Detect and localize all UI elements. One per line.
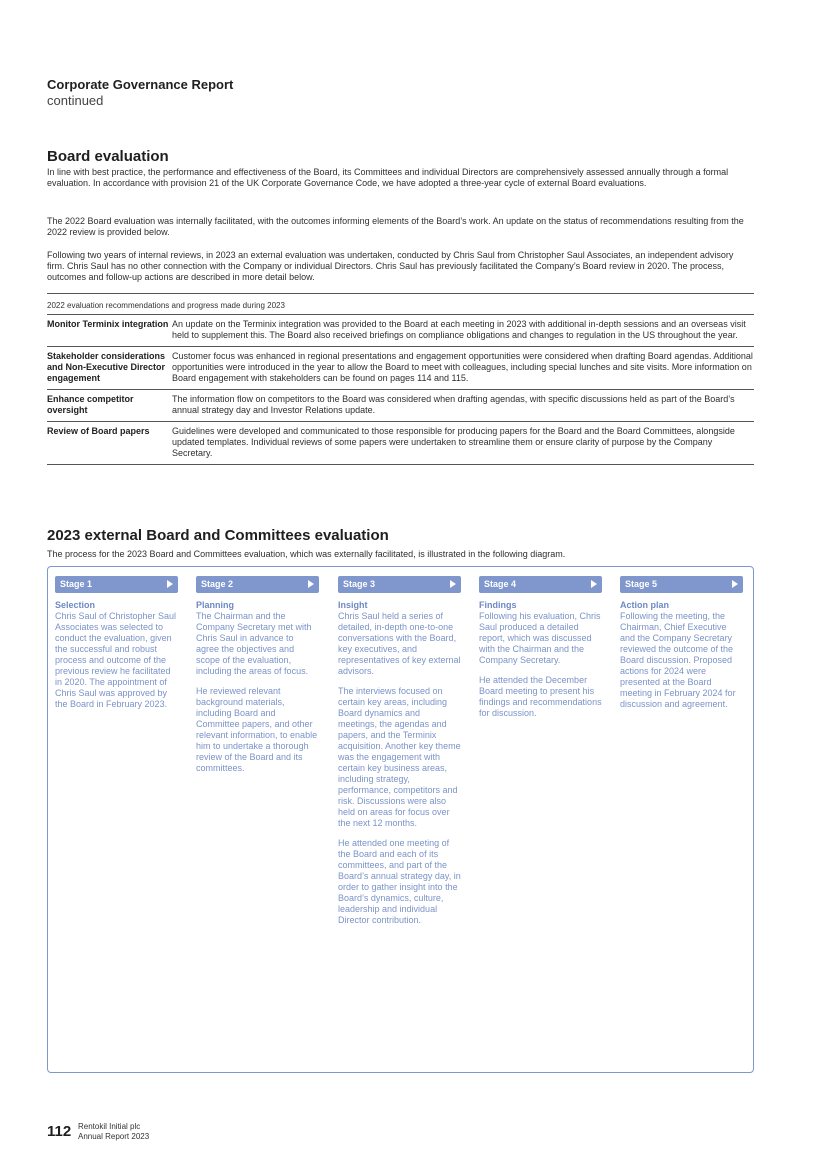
stage-name: Findings (479, 600, 517, 610)
stage-text: Chris Saul of Christopher Saul Associates was selected to conduct the evaluation, given the successful and robust process and outcome of the previous review he facilitated in 2020. The appointment of Chris Saul was approved by the Board in February 2023. (55, 611, 177, 709)
external-evaluation-intro: The process for the 2023 Board and Committees evaluation, which was externally facilitated, is illustrated in the following diagram. (47, 549, 566, 559)
triangle-right-icon (591, 580, 597, 588)
board-evaluation-paragraph-3: Following two years of internal reviews, in 2023 an external evaluation was undertaken, conducted by Chris Saul from Christopher Saul Associates, an independent advisory firm. Chris Saul has no other connection with the Company or individual Directors. Chris Saul has previously facilitated the Company’s Board review in 2020. The process, outcomes and follow-up actions are described in more detail below. (47, 250, 734, 282)
stage-text: Following the meeting, the Chairman, Chief Executive and the Company Secretary reviewed the outcome of the Board discussion. Proposed actions for 2024 were presented at the Board meeting in February 2024 for discussion and agreement. (620, 611, 736, 709)
footer-company: Rentokil Initial plc (78, 1122, 141, 1131)
stage-text: He attended one meeting of the Board and each of its committees, and part of the Board’s annual strategy day, in order to gather insight into the Board’s dynamics, culture, leadership and individual Director contribution. (338, 838, 461, 925)
triangle-right-icon (450, 580, 456, 588)
stage-text: Following his evaluation, Chris Saul produced a detailed report, which was discussed with the Chairman and the Company Secretary. (479, 611, 601, 665)
stage-text: He attended the December Board meeting to present his findings and recommendations for discussion. (479, 675, 602, 718)
board-evaluation-paragraph-2: The 2022 Board evaluation was internally facilitated, with the outcomes informing elements of the Board’s work. An update on the status of recommendations resulting from the 2022 review is provided below. (47, 216, 744, 237)
row-key: Stakeholder considerations and Non-Executive Director engagement (47, 351, 166, 383)
stage-2 (196, 576, 319, 783)
table-row (47, 390, 754, 422)
page (47, 0, 754, 1168)
stage-5 (620, 576, 743, 719)
triangle-right-icon (308, 580, 314, 588)
page-number: 112 (47, 1123, 72, 1140)
table-row (47, 422, 754, 465)
stage-label: Stage 4 (484, 579, 517, 589)
stage-label: Stage 2 (201, 579, 234, 589)
stage-header (338, 576, 461, 593)
table-caption: 2022 evaluation recommendations and progress made during 2023 (47, 294, 754, 315)
stage-label: Stage 1 (60, 579, 93, 589)
stage-text: The interviews focused on certain key areas, including Board dynamics and meetings, the agendas and papers, and the Terminix acquisition. Another key theme was the engagement with certain key business areas, including strategy, performance, competitors and risk. Discussions were also held on areas for focus over the next 12 months. (338, 686, 461, 828)
footer-report: Annual Report 2023 (78, 1132, 150, 1141)
stage-header (55, 576, 178, 593)
stage-label: Stage 5 (625, 579, 658, 589)
stage-name: Action plan (620, 600, 669, 610)
stage-header (620, 576, 743, 593)
row-value: Guidelines were developed and communicated to those responsible for producing papers for the Board and the Board Committees, alongside updated templates. Individual reviews of some papers were undertaken to streamline them or ensure clarity of purpose by the Company Secretary. (172, 426, 735, 458)
stage-4 (479, 576, 602, 728)
triangle-right-icon (732, 580, 738, 588)
stages-diagram (47, 566, 754, 1073)
stage-text: The Chairman and the Company Secretary met with Chris Saul in advance to agree the objectives and scope of the evaluation, including the areas of focus. (196, 611, 312, 676)
stage-header (196, 576, 319, 593)
board-evaluation-paragraph-1: In line with best practice, the performance and effectiveness of the Board, its Committees and individual Directors are comprehensively assessed annually through a formal evaluation. In accordance with provision 21 of the UK Corporate Governance Code, we have adopted a three-year cycle of external Board evaluations. (47, 167, 729, 188)
table-row (47, 315, 754, 347)
stage-name: Insight (338, 600, 368, 610)
recommendations-table (47, 293, 754, 465)
stage-text: He reviewed relevant background materials, including Board and Committee papers, and other relevant information, to enable him to undertake a thorough review of the Board and its committees. (196, 686, 318, 773)
board-evaluation-heading: Board evaluation (47, 148, 169, 165)
row-value: The information flow on competitors to the Board was considered when drafting agendas, with specific discussions held as part of the Board’s annual strategy day and Investor Relations update. (172, 394, 735, 415)
row-value: Customer focus was enhanced in regional presentations and engagement opportunities were considered when drafting Board agendas. Additional opportunities were introduced in the year to allow the Board to meet with colleagues, including special lunches and site visits. More information on Board engagement with stakeholders can be found on pages 114 and 115. (172, 351, 753, 383)
table-row (47, 347, 754, 390)
row-key: Review of Board papers (47, 426, 150, 436)
stage-label: Stage 3 (343, 579, 376, 589)
stage-name: Selection (55, 600, 96, 610)
stage-header (479, 576, 602, 593)
external-evaluation-heading: 2023 external Board and Committees evaluation (47, 527, 389, 544)
stage-text: Chris Saul held a series of detailed, in-depth one-to-one conversations with the Board, key executives, and representatives of key external advisors. (338, 611, 461, 676)
stage-3 (338, 576, 461, 935)
stage-1 (55, 576, 178, 719)
stage-name: Planning (196, 600, 234, 610)
row-key: Enhance competitor oversight (47, 394, 134, 415)
row-key: Monitor Terminix integration (47, 319, 169, 329)
triangle-right-icon (167, 580, 173, 588)
row-value: An update on the Terminix integration was provided to the Board at each meeting in 2023 with additional in-depth sessions and an overseas visit held to supplement this. The Board also received briefings on compliance obligations and changes to regulation in the US throughout the year. (172, 319, 746, 340)
report-subtitle: continued (47, 93, 104, 108)
report-title: Corporate Governance Report (47, 77, 234, 92)
